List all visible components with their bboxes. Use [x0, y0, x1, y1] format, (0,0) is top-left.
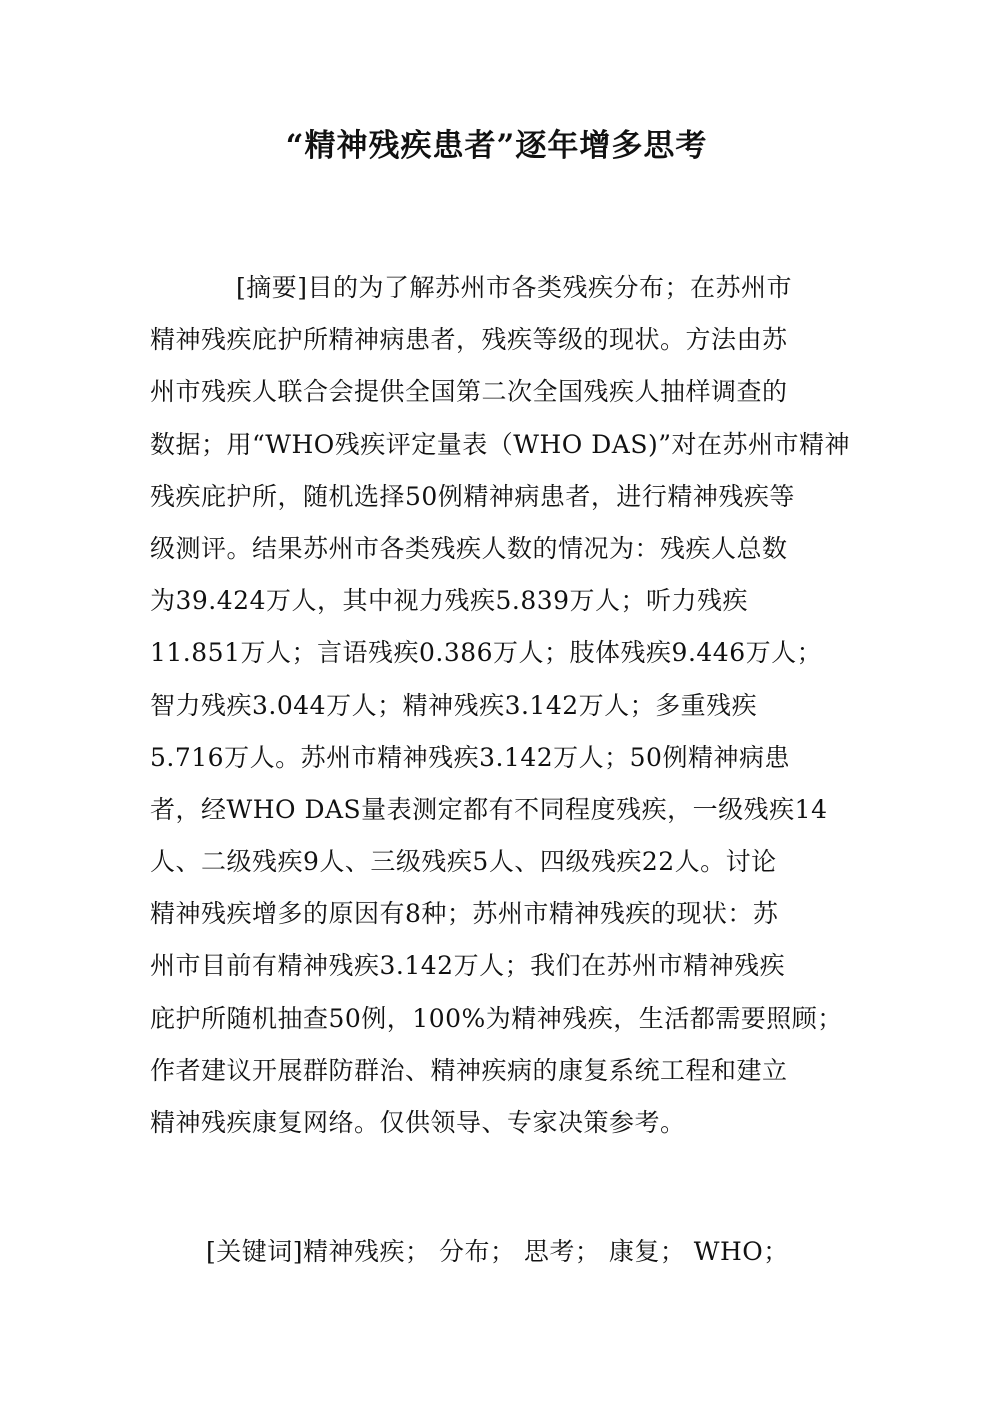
- abstract-line: 精神残疾康复网络。仅供领导、专家决策参考。: [150, 1108, 686, 1137]
- document-title: “精神残疾患者”逐年增多思考: [285, 128, 708, 164]
- abstract-line: 5.716万人。苏州市精神残疾3.142万人；50例精神病患: [150, 742, 790, 772]
- abstract-line: 州市目前有精神残疾3.142万人；我们在苏州市精神残疾: [150, 951, 786, 981]
- abstract-line: 作者建议开展群防群治、精神疾病的康复系统工程和建立: [150, 1055, 788, 1085]
- abstract-line: 级测评。结果苏州市各类残疾人数的情况为：残疾人总数: [150, 533, 788, 563]
- abstract-line: 智力残疾3.044万人；精神残疾3.142万人；多重残疾: [150, 690, 758, 720]
- abstract-line: [摘要]目的为了解苏州市各类残疾分布；在苏州市: [236, 273, 793, 302]
- abstract-line: 庇护所随机抽查50例，100%为精神残疾，生活都需要照顾；: [150, 1003, 843, 1033]
- abstract-line: 为39.424万人，其中视力残疾5.839万人；听力残疾: [150, 586, 749, 616]
- abstract-line: 精神残疾增多的原因有8种；苏州市精神残疾的现状：苏: [150, 899, 779, 929]
- abstract-line: 数据；用“WHO残疾评定量表（WHO DAS)”对在苏州市精神: [150, 429, 850, 459]
- abstract-line: 残疾庇护所，随机选择50例精神病患者，进行精神残疾等: [150, 481, 795, 511]
- abstract-line: 精神残疾庇护所精神病患者，残疾等级的现状。方法由苏: [150, 325, 788, 355]
- abstract-line: 州市残疾人联合会提供全国第二次全国残疾人抽样调查的: [150, 377, 788, 407]
- abstract-line: 者，经WHO DAS量表测定都有不同程度残疾，一级残疾14: [150, 794, 828, 824]
- abstract-paragraph: [150, 262, 850, 1149]
- keywords-line: [关键词]精神残疾； 分布； 思考； 康复； WHO；: [206, 1237, 789, 1266]
- abstract-line: 11.851万人；言语残疾0.386万人；肢体残疾9.446万人；: [150, 638, 823, 668]
- abstract-line: 人、二级残疾9人、三级残疾5人、四级残疾22人。讨论: [150, 847, 777, 877]
